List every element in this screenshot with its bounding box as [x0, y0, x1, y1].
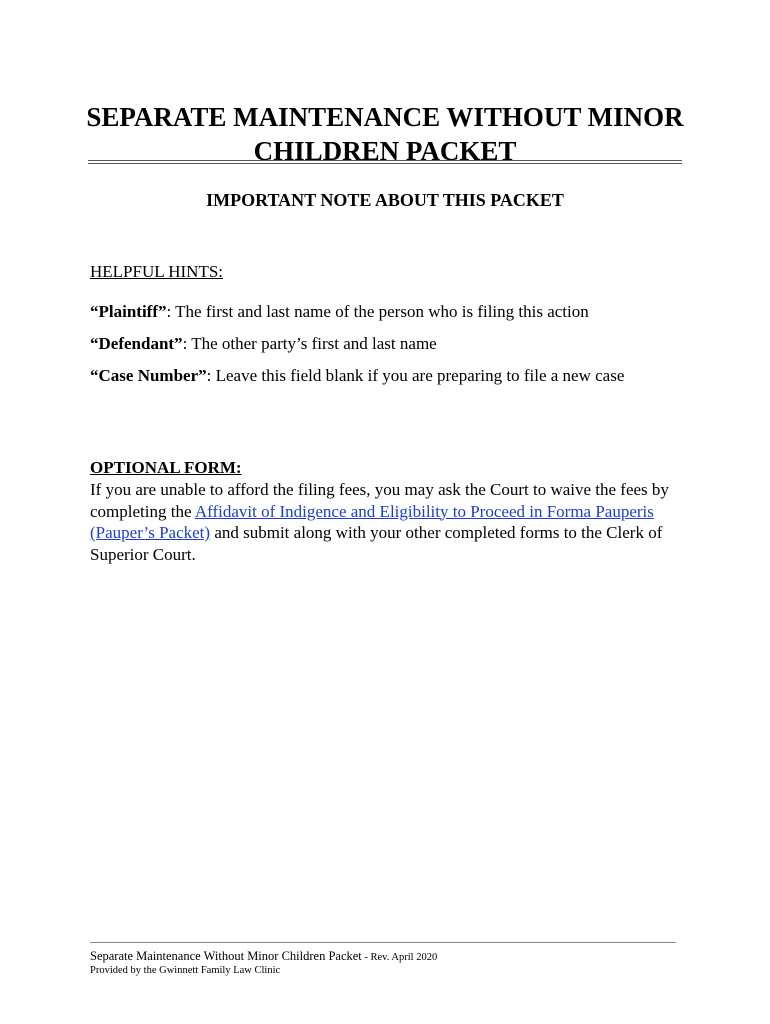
hint-text: : The other party’s first and last name	[182, 334, 437, 353]
document-title-line2: CHILDREN PACKET	[253, 136, 517, 166]
hint-case-number	[90, 366, 624, 386]
footer-packet-name: Separate Maintenance Without Minor Children Packet	[90, 949, 362, 963]
hint-text: : Leave this field blank if you are preparing to file a new case	[206, 366, 625, 385]
document-title	[0, 100, 770, 168]
hint-term: “Plaintiff”	[90, 302, 167, 321]
optional-form-text-after: and submit along with your other completed forms to the Clerk of Superior Court.	[90, 523, 663, 564]
title-divider	[88, 160, 682, 164]
hint-plaintiff	[90, 302, 589, 322]
footer-divider	[90, 942, 676, 943]
optional-form-paragraph	[90, 479, 680, 565]
footer-provider: Provided by the Gwinnett Family Law Clinic	[90, 965, 281, 976]
paupers-packet-link[interactable]: Affidavit of Indigence and Eligibility to Proceed in Forma Pauperis (Pauper’s Packet)	[90, 501, 654, 542]
section-subtitle: IMPORTANT NOTE ABOUT THIS PACKET	[206, 190, 564, 210]
hint-defendant	[90, 334, 437, 354]
hint-term: “Case Number”	[90, 366, 207, 385]
optional-form-text-before: If you are unable to afford the filing fees, you may ask the Court to waive the fees by completing the	[90, 480, 669, 521]
footer-packet-line	[90, 949, 437, 964]
footer-revision: - Rev. April 2020	[361, 952, 438, 963]
hint-term: “Defendant”	[90, 334, 183, 353]
document-title-line1: SEPARATE MAINTENANCE WITHOUT MINOR	[86, 102, 684, 132]
optional-form-heading: OPTIONAL FORM:	[90, 458, 242, 477]
hint-text: : The first and last name of the person who is filing this action	[166, 302, 589, 321]
helpful-hints-heading: HELPFUL HINTS:	[90, 262, 224, 281]
